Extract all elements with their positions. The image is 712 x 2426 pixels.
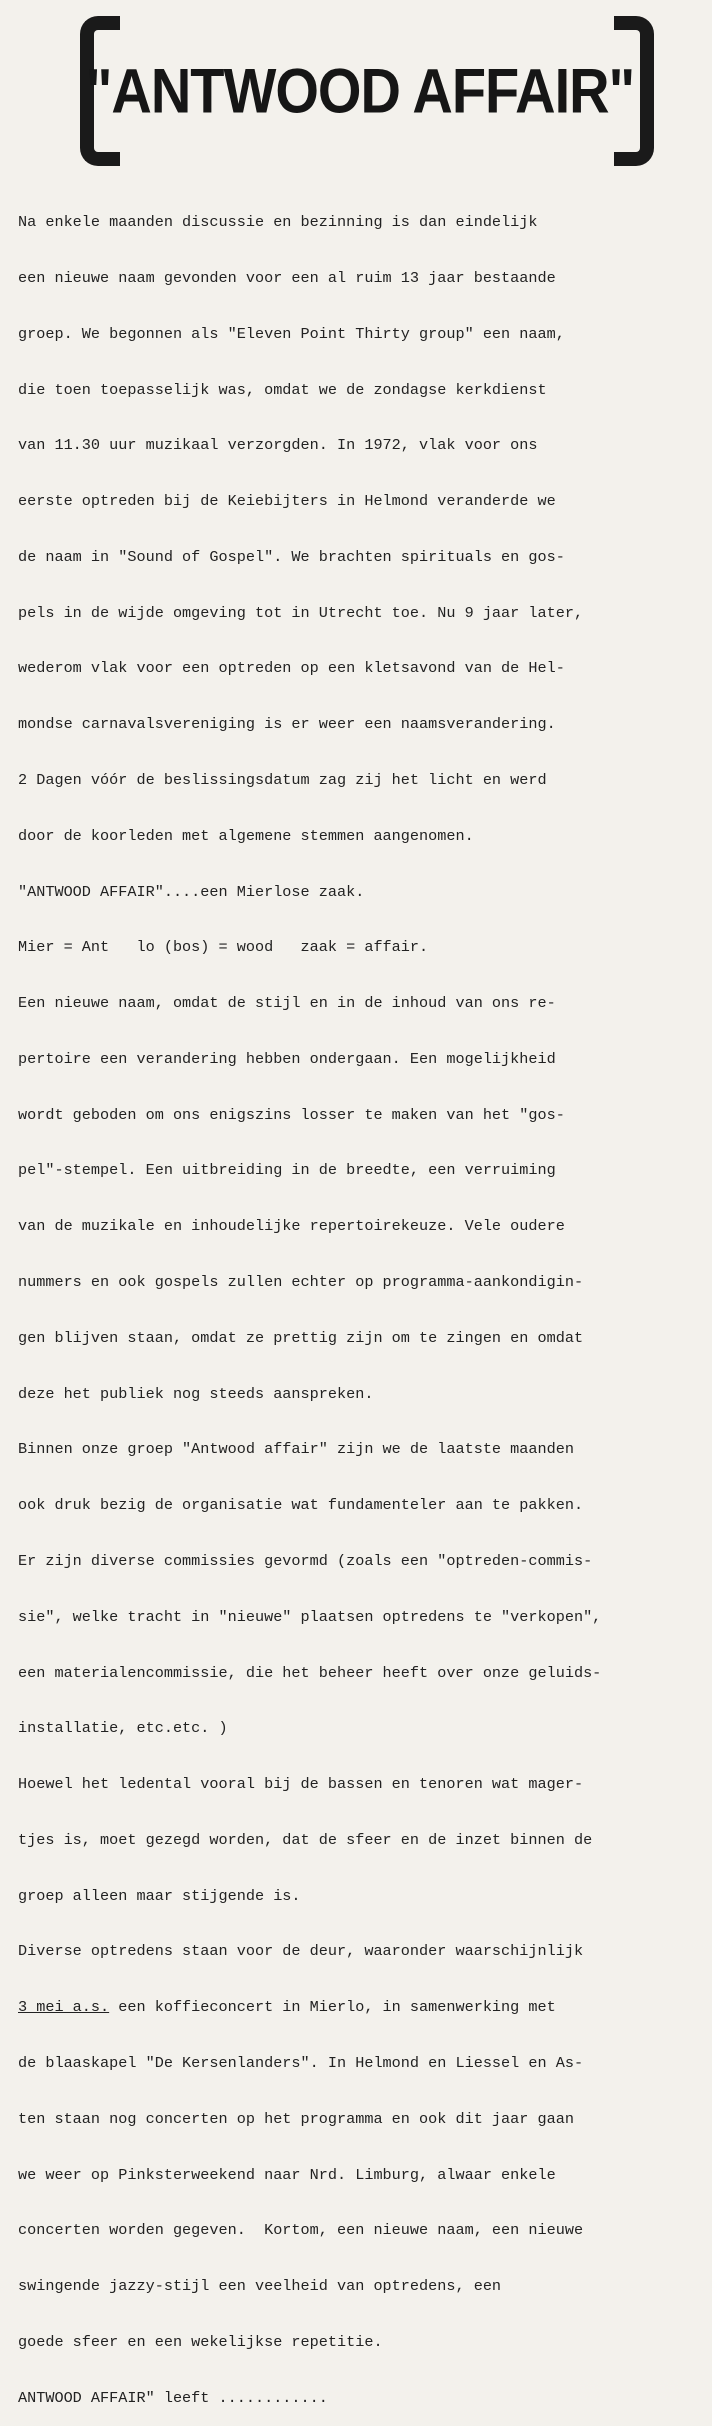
text-line: installatie, etc.etc. ) [18,1719,228,1738]
text-line: pel"-stempel. Een uitbreiding in de breedte, een verruiming [18,1161,556,1180]
text-line: nummers en ook gospels zullen echter op programma-aankondigin- [18,1273,584,1292]
text-line: Een nieuwe naam, omdat de stijl en in de inhoud van ons re- [18,994,556,1013]
title-banner [60,16,660,166]
text-line: we weer op Pinksterweekend naar Nrd. Limburg, alwaar enkele [18,2165,556,2184]
text-line: sie", welke tracht in "nieuwe" plaatsen optredens te "verkopen", [18,1607,602,1626]
text-line: tjes is, moet gezegd worden, dat de sfeer en de inzet binnen de [18,1830,593,1849]
text-line: eerste optreden bij de Keiebijters in Helmond veranderde we [18,492,556,511]
page-title: "ANTWOOD AFFAIR" [85,55,635,126]
text-line: Na enkele maanden discussie en bezinning is dan eindelijk [18,213,538,232]
text-line: 2 Dagen vóór de beslissingsdatum zag zij het licht en werd [18,771,547,789]
text-line: een materialencommissie, die het beheer heeft over onze geluids- [18,1663,602,1682]
text-line: pels in de wijde omgeving tot in Utrecht toe. Nu 9 jaar later, [18,603,584,622]
article-body [18,176,708,2426]
text-line: de blaaskapel "De Kersenlanders". In Helmond en Liessel en As- [18,2053,584,2072]
text-line-with-underlined-date [18,1998,708,2017]
text-line: swingende jazzy-stijl een veelheid van optredens, een [18,2277,502,2296]
text-line: concerten worden gegeven. Kortom, een nieuwe naam, een nieuwe [18,2221,584,2240]
text-line: groep. We begonnen als "Eleven Point Thirty group" een naam, [18,324,565,343]
text-line: Mier = Ant lo (bos) = wood zaak = affair. [18,938,429,957]
text-line: gen blijven staan, omdat ze prettig zijn om te zingen en omdat [18,1328,584,1347]
text-line: Binnen onze groep "Antwood affair" zijn we de laatste maanden [18,1440,574,1459]
text-line: van 11.30 uur muzikaal verzorgden. In 1972, vlak voor ons [18,436,538,455]
text-line: door de koorleden met algemene stemmen aangenomen. [18,826,474,845]
text-line: een nieuwe naam gevonden voor een al ruim 13 jaar bestaande [18,268,556,287]
text-line: Er zijn diverse commissies gevormd (zoals een "optreden-commis- [18,1551,593,1570]
text-line: wordt geboden om ons enigszins losser te maken van het "gos- [18,1105,565,1124]
text-line: ten staan nog concerten op het programma en ook dit jaar gaan [18,2109,574,2128]
text-line: groep alleen maar stijgende is. [18,1886,301,1905]
underlined-date: 3 mei a.s. [18,1998,110,2017]
text-line: van de muzikale en inhoudelijke repertoirekeuze. Vele oudere [18,1217,565,1236]
text-line: deze het publiek nog steeds aanspreken. [18,1384,374,1403]
text-line: Hoewel het ledental vooral bij de bassen en tenoren wat mager- [18,1775,584,1794]
text-line: goede sfeer en een wekelijkse repetitie. [18,2332,383,2351]
text-line: de naam in "Sound of Gospel". We brachten spirituals en gos- [18,547,565,566]
text-line: mondse carnavalsvereniging is er weer een naamsverandering. [18,715,556,734]
text-line: pertoire een verandering hebben ondergaan. Een mogelijkheid [18,1049,556,1068]
text-line: Diverse optredens staan voor de deur, waaronder waarschijnlijk [18,1942,584,1961]
text-line: "ANTWOOD AFFAIR"....een Mierlose zaak. [18,882,365,901]
text-line-remainder: een koffieconcert in Mierlo, in samenwerking met [109,1998,556,2017]
text-line: ANTWOOD AFFAIR" leeft ............ [18,2388,328,2407]
text-line: die toen toepasselijk was, omdat we de zondagse kerkdienst [18,380,547,399]
text-line: wederom vlak voor een optreden op een kletsavond van de Hel- [18,659,565,678]
text-line: ook druk bezig de organisatie wat fundamenteler aan te pakken. [18,1496,584,1515]
